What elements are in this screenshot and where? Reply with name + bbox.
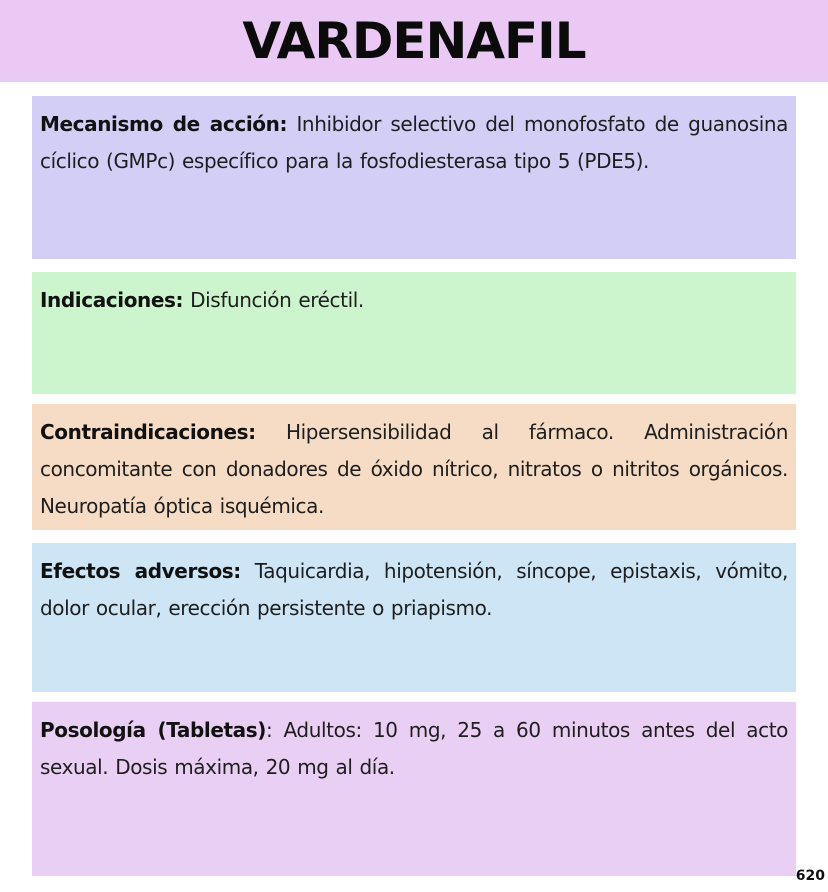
section-text-efectos-adversos: Taquicardia, hipotensión, síncope, epistaxis, vómito, dolor ocular, erección persistente o priapismo. — [40, 559, 788, 620]
section-label-indicaciones: Indicaciones: — [40, 288, 184, 312]
section-text-indicaciones: Disfunción eréctil. — [190, 288, 364, 312]
page-number: 620 — [795, 868, 825, 884]
section-label-mecanismo: Mecanismo de acción: — [40, 112, 288, 136]
title-band — [0, 0, 828, 82]
section-text-mecanismo: Inhibidor selectivo del monofosfato de guanosina cíclico (GMPc) específico para la fosfodiesterasa tipo 5 (PDE5). — [40, 112, 789, 173]
section-mecanismo — [32, 96, 796, 259]
section-text-posologia: : Adultos: 10 mg, 25 a 60 minutos antes del acto sexual. Dosis máxima, 20 mg al día. — [40, 718, 788, 779]
section-contraindicaciones — [32, 404, 796, 530]
section-posologia — [32, 702, 796, 876]
page-title: VARDENAFIL — [242, 12, 586, 70]
section-indicaciones — [32, 272, 796, 394]
section-label-posologia: Posología (Tabletas) — [40, 718, 267, 742]
section-label-efectos-adversos: Efectos adversos: — [40, 559, 241, 583]
section-efectos-adversos — [32, 543, 796, 692]
section-label-contraindicaciones: Contraindicaciones: — [40, 420, 256, 444]
section-text-contraindicaciones: Hipersensibilidad al fármaco. Administración concomitante con donadores de óxido nítrico, nitratos o nitritos orgánicos. Neuropatía óptica isquémica. — [40, 420, 788, 518]
